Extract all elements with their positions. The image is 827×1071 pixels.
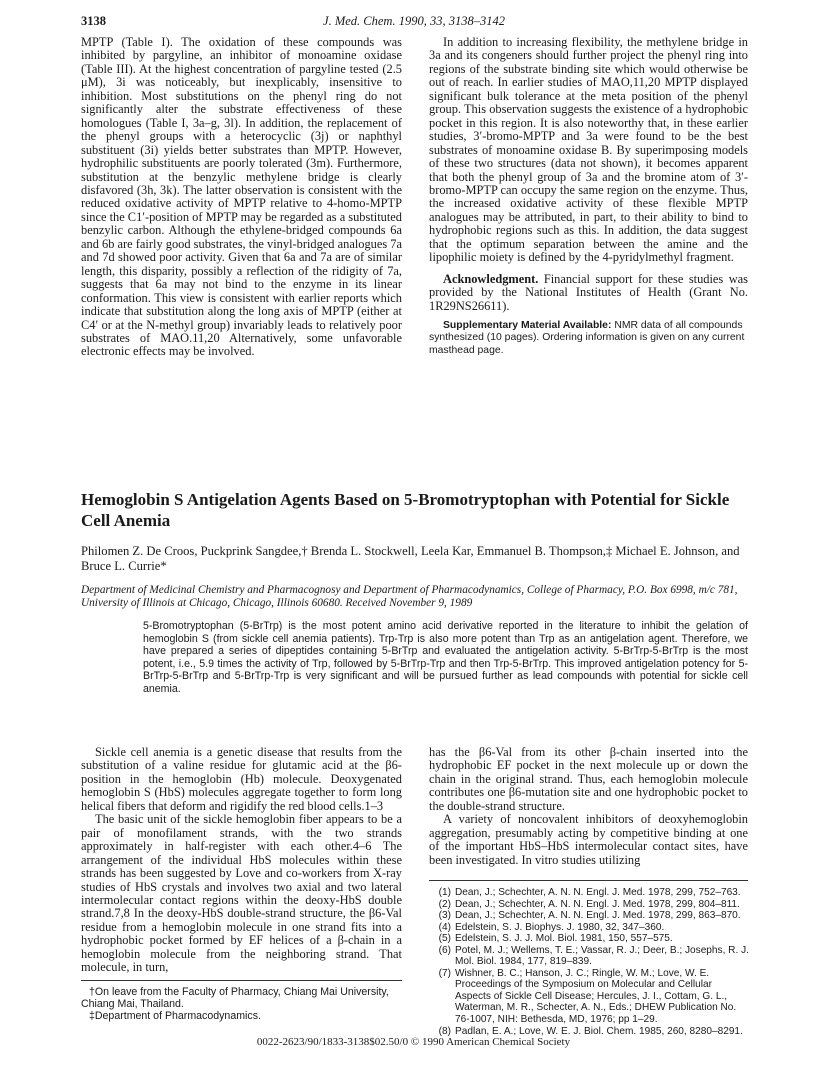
- running-header: [81, 14, 747, 32]
- supplementary-material: [429, 320, 748, 357]
- journal-citation: J. Med. Chem. 1990, 33, 3138–3142: [323, 14, 505, 28]
- supplementary-text: NMR data of all compounds synthesized (10 pages). Ordering information is given on any current masthead page.: [429, 320, 745, 356]
- reference-item: [429, 910, 749, 922]
- reference-list: [429, 887, 749, 1037]
- reference-text: Edelstein, S. J. Biophys. J. 1980, 32, 347–360.: [455, 921, 665, 933]
- reference-item: [429, 933, 749, 945]
- reference-number: (5): [438, 933, 451, 945]
- acknowledgment: [429, 273, 748, 313]
- article-abstract: 5-Bromotryptophan (5-BrTrp) is the most potent amino acid derivative reported in the literature to inhibit the gelation of hemoglobin S (from sickle cell anemia patients). Trp-Trp is also more potent than Trp as an antigelation agent. Therefore, we have prepared a series of dipeptides containing 5-BrTrp and evaluated the antigelation activity. 5-BrTrp-5-BrTrp is the most potent, i.e., 5.9 times the activity of Trp, followed by 5-BrTrp-Trp and then Trp-5-BrTrp. This improved antigelation potency for 5-BrTrp-5-BrTrp and 5-BrTrp-Trp is very significant and will be pursued further as lead compounds with potential for sickle cell anemia.: [143, 620, 748, 695]
- article-title: Hemoglobin S Antigelation Agents Based on 5-Bromotryptophan with Potential for Sickle Cell Anemia: [81, 490, 730, 530]
- reference-text: Edelstein, S. J. J. Mol. Biol. 1981, 150, 557–575.: [455, 933, 673, 945]
- reference-item: [429, 922, 749, 934]
- reference-number: (8): [438, 1025, 451, 1037]
- reference-number: (2): [438, 898, 451, 910]
- acknowledgment-heading: Acknowledgment.: [443, 271, 539, 286]
- references-divider: [429, 880, 748, 881]
- supplementary-heading: Supplementary Material Available:: [443, 320, 612, 332]
- reference-number: (4): [438, 921, 451, 933]
- reference-text: Dean, J.; Schechter, A. N. N. Engl. J. Med. 1978, 299, 804–811.: [455, 898, 740, 910]
- acknowledgment-text: Financial support for these studies was provided by the National Institutes of Health (Grant No. 1R29NS26611).: [429, 271, 748, 313]
- article-affiliation: Department of Medicinal Chemistry and Pharmacognosy and Department of Pharmacodynamics, College of Pharmacy, P.O. Box 6998, m/c 781, University of Illinois at Chicago, Chicago, Illinois 60680. Received November 9, 1989: [81, 584, 738, 609]
- reference-number: (1): [438, 887, 451, 898]
- reference-text: Dean, J.; Schechter, A. N. N. Engl. J. Med. 1978, 299, 863–870.: [455, 910, 741, 922]
- page-number: 3138: [81, 14, 106, 28]
- footnotes: [81, 986, 402, 1023]
- previous-article-right-column: [429, 36, 748, 357]
- body-paragraph: The basic unit of the sickle hemoglobin fiber appears to be a pair of monofilament strands, with the two strands approximately in half-register with each other.4–6 The arrangement of the individual HbS molecules within these strands has been suggested by Love and co-workers from X-ray studies of HbS crystals and involves two axial and two lateral intermolecular contact regions within the deoxy-HbS double strand.7,8 In the deoxy-HbS double-strand structure, the β6-Val residue from a hemoglobin molecule in one strand fits into a hydrophobic pocket formed by EF helices of a β-chain in a hemoglobin molecule from the neighboring strand. That molecule, in turn,: [81, 812, 402, 975]
- copyright-footer: 0022-2623/90/1833-3138$02.50/0 © 1990 American Chemical Society: [256, 1036, 571, 1048]
- previous-article-left-column: [81, 36, 402, 359]
- article-authors: Philomen Z. De Croos, Puckprink Sangdee,† Brenda L. Stockwell, Leela Kar, Emmanuel B. Thompson,‡ Michael E. Johnson, and Bruce L. Currie*: [81, 544, 740, 573]
- body-paragraph: A variety of noncovalent inhibitors of deoxyhemoglobin aggregation, presumably acting by competitive binding at one of the important HbS–HbS intermolecular contact sites, have been investigated. In vitro studies utilizing: [429, 812, 748, 867]
- reference-number: (7): [438, 967, 451, 979]
- reference-text: Potel, M. J.; Wellems, T. E.; Vassar, R. J.; Deer, B.; Josephs, R. J. Mol. Biol. 1984, 177, 819–839.: [455, 944, 749, 968]
- reference-number: (6): [438, 944, 451, 956]
- reference-item: [429, 968, 749, 1026]
- reference-item: [429, 899, 749, 911]
- reference-text: Wishner, B. C.; Hanson, J. C.; Ringle, W. M.; Love, W. E. Proceedings of the Symposium on Molecular and Cellular Aspects of Sickle Cell Disease; Hercules, J. I., Cottam, G. L., Waterman, M. R., Schecter, A. N., Eds.; DHEW Publication No. 76-1007, NIH: Bethesda, MD, 1976; pp 1–29.: [455, 967, 737, 1026]
- footnote-divider: [81, 980, 402, 981]
- footnote: †On leave from the Faculty of Pharmacy, Chiang Mai University, Chiang Mai, Thailand.: [81, 986, 389, 1011]
- footnote: ‡Department of Pharmacodynamics.: [89, 1010, 261, 1023]
- reference-item: [429, 887, 749, 899]
- body-paragraph: Sickle cell anemia is a genetic disease that results from the substitution of a valine residue for glutamic acid at the β6-position in the hemoglobin (Hb) molecule. Deoxygenated hemoglobin S (HbS) molecules aggregate together to form long helical fibers that deform and rigidify the red blood cells.1–3: [81, 745, 402, 813]
- previous-article-paragraph: MPTP (Table I). The oxidation of these compounds was inhibited by pargyline, an inhibitor of monoamine oxidase (Table III). At the highest concentration of pargyline tested (2.5 μM), 3i was noticeably, but inexplicably, insensitive to inhibition. Most substitutions on the phenyl ring do not significantly alter the substrate effectiveness of these homologues (Table I, 3a–g, 3l). In addition, the replacement of the phenyl groups with a heterocyclic (3j) or naphthyl substituent (3i) yields better substrates than MPTP. However, hydrophilic substituents are poorly tolerated (3m). Furthermore, substitution at the benzylic methylene bridge is clearly disfavored (3h, 3k). The latter observation is consistent with the reduced oxidative activity of MPTP relative to 4-homo-MPTP since the C1′-position of MPTP may be regarded as a substituted benzylic carbon. Although the ethylene-bridged compounds 6a and 6b are fairly good substrates, the vinyl-bridged analogues 7a and 7d showed poor activity. Given that 6a and 7a are of similar length, this disparity, possibly a reflection of the ridigity of 7a, suggests that 6a may not bind to the enzyme in its linear conformation. This view is consistent with earlier reports which indicate that substitution along the long axis of MPTP (either at C4′ or at the N-methyl group) invariably leads to relatively poor substrates of MAO.11,20 Alternatively, some unfavorable electronic effects may be involved.: [81, 35, 402, 359]
- reference-text: Dean, J.; Schechter, A. N. N. Engl. J. Med. 1978, 299, 752–763.: [455, 887, 741, 898]
- body-paragraph: has the β6-Val from its other β-chain inserted into the hydrophobic EF pocket in the next molecule up or down the chain in the original strand. Thus, each hemoglobin molecule contributes one β6-mutation site and one hydrophobic pocket to the double-strand structure.: [429, 745, 748, 813]
- reference-number: (3): [438, 910, 451, 922]
- body-left-column: [81, 746, 402, 975]
- body-right-column: [429, 746, 748, 867]
- reference-text: Padlan, E. A.; Love, W. E. J. Biol. Chem. 1985, 260, 8280–8291.: [455, 1025, 743, 1037]
- reference-item: [429, 945, 749, 968]
- previous-article-paragraph: In addition to increasing flexibility, the methylene bridge in 3a and its congeners should further project the phenyl ring into regions of the substrate binding site which would otherwise be out of reach. In earlier studies of MAO,11,20 MPTP displayed significant bulk tolerance at the meta position of the phenyl group. This observation suggests the existence of a hydrophobic pocket in this region. It is also noteworthy that, in these earlier studies, 3′-bromo-MPTP and 3a were found to be the best substrates of monoamine oxidase B. By superimposing models of these two structures (data not shown), it becomes apparent that both the phenyl group of 3a and the bromine atom of 3′-bromo-MPTP can occupy the same region on the enzyme. Thus, the increased oxidative activity of these flexible MPTP analogues may be attributed, in part, to their ability to bind to hydrophobic regions such as this. In addition, the data suggest that the optimum separation between the amine and the lipophilic moiety is defined by the 4-pyridylmethyl fragment.: [429, 35, 748, 265]
